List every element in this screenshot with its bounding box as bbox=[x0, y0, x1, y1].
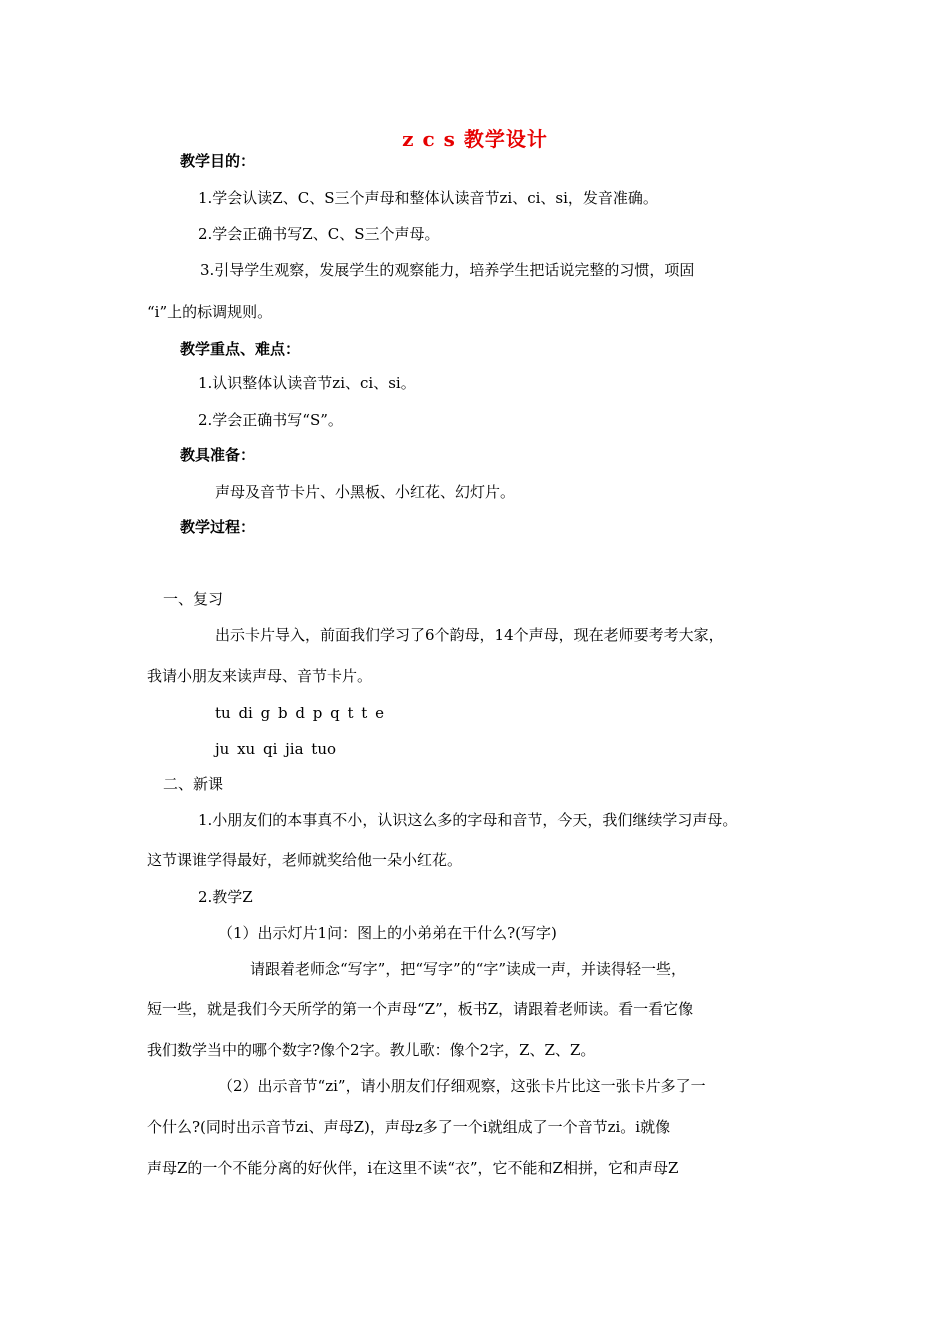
document-title: z c s 教学设计 bbox=[402, 127, 548, 151]
new-lesson-2-step-1-line-1: 请跟着老师念“写字”，把“写字”的“字”读成一声，并读得轻一些， bbox=[250, 960, 687, 978]
key-points-heading: 教学重点、难点： bbox=[180, 340, 301, 358]
review-heading: 一、复习 bbox=[163, 590, 224, 608]
new-lesson-2-step-2-line-2: 个什么?(同时出示音节zi、声母Z)，声母z多了一个i就组成了一个音节zi。i就像 bbox=[147, 1118, 671, 1136]
new-lesson-1-line-1: 1.小朋友们的本事真不小，认识这么多的字母和音节，今天，我们继续学习声母。 bbox=[198, 811, 738, 829]
new-lesson-2-step-1-line-2: 短一些，就是我们今天所学的第一个声母“Z”，板书Z，请跟着老师读。看一看它像 bbox=[147, 1000, 694, 1018]
new-lesson-2-step-2-line-1: （2）出示音节“zi”，请小朋友们仔细观察，这张卡片比这一张卡片多了一 bbox=[218, 1077, 706, 1095]
new-lesson-2-step-2-line-3: 声母Z的一个不能分离的好伙伴，i在这里不读“衣”，它不能和Z相拼，它和声母Z bbox=[147, 1159, 679, 1177]
key-point-1: 1.认识整体认读音节zi、ci、si。 bbox=[198, 374, 416, 392]
goal-item-3-line-2: “i”上的标调规则。 bbox=[147, 303, 273, 321]
review-cards-line-1: tu di g b d p q t t e bbox=[215, 704, 384, 722]
tools-heading: 教具准备： bbox=[180, 446, 256, 464]
key-point-2: 2.学会正确书写“S”。 bbox=[198, 411, 343, 429]
new-lesson-2-step-1-line-3: 我们数学当中的哪个数字?像个2字。教儿歌：像个2字，Z、Z、Z。 bbox=[147, 1041, 596, 1059]
goals-heading: 教学目的： bbox=[180, 152, 256, 170]
new-lesson-2-step-1: （1）出示灯片1问：图上的小弟弟在干什么?(写字) bbox=[218, 924, 557, 942]
goal-item-3-line-1: 3.引导学生观察，发展学生的观察能力，培养学生把话说完整的习惯，项固 bbox=[200, 261, 695, 279]
goal-item-2: 2.学会正确书写Z、C、S三个声母。 bbox=[198, 225, 440, 243]
new-lesson-1-line-2: 这节课谁学得最好，老师就奖给他一朵小红花。 bbox=[147, 851, 463, 869]
tools-list: 声母及音节卡片、小黑板、小红花、幻灯片。 bbox=[215, 483, 516, 501]
review-paragraph-line-1: 出示卡片导入，前面我们学习了6个韵母，14个声母，现在老师要考考大家， bbox=[215, 626, 724, 644]
new-lesson-2-heading: 2.教学Z bbox=[198, 888, 253, 906]
review-paragraph-line-2: 我请小朋友来读声母、音节卡片。 bbox=[147, 667, 373, 685]
process-heading: 教学过程： bbox=[180, 518, 256, 536]
new-lesson-heading: 二、新课 bbox=[163, 775, 224, 793]
goal-item-1: 1.学会认读Z、C、S三个声母和整体认读音节zi、ci、si，发音准确。 bbox=[198, 189, 658, 207]
review-cards-line-2: ju xu qi jia tuo bbox=[215, 740, 337, 758]
